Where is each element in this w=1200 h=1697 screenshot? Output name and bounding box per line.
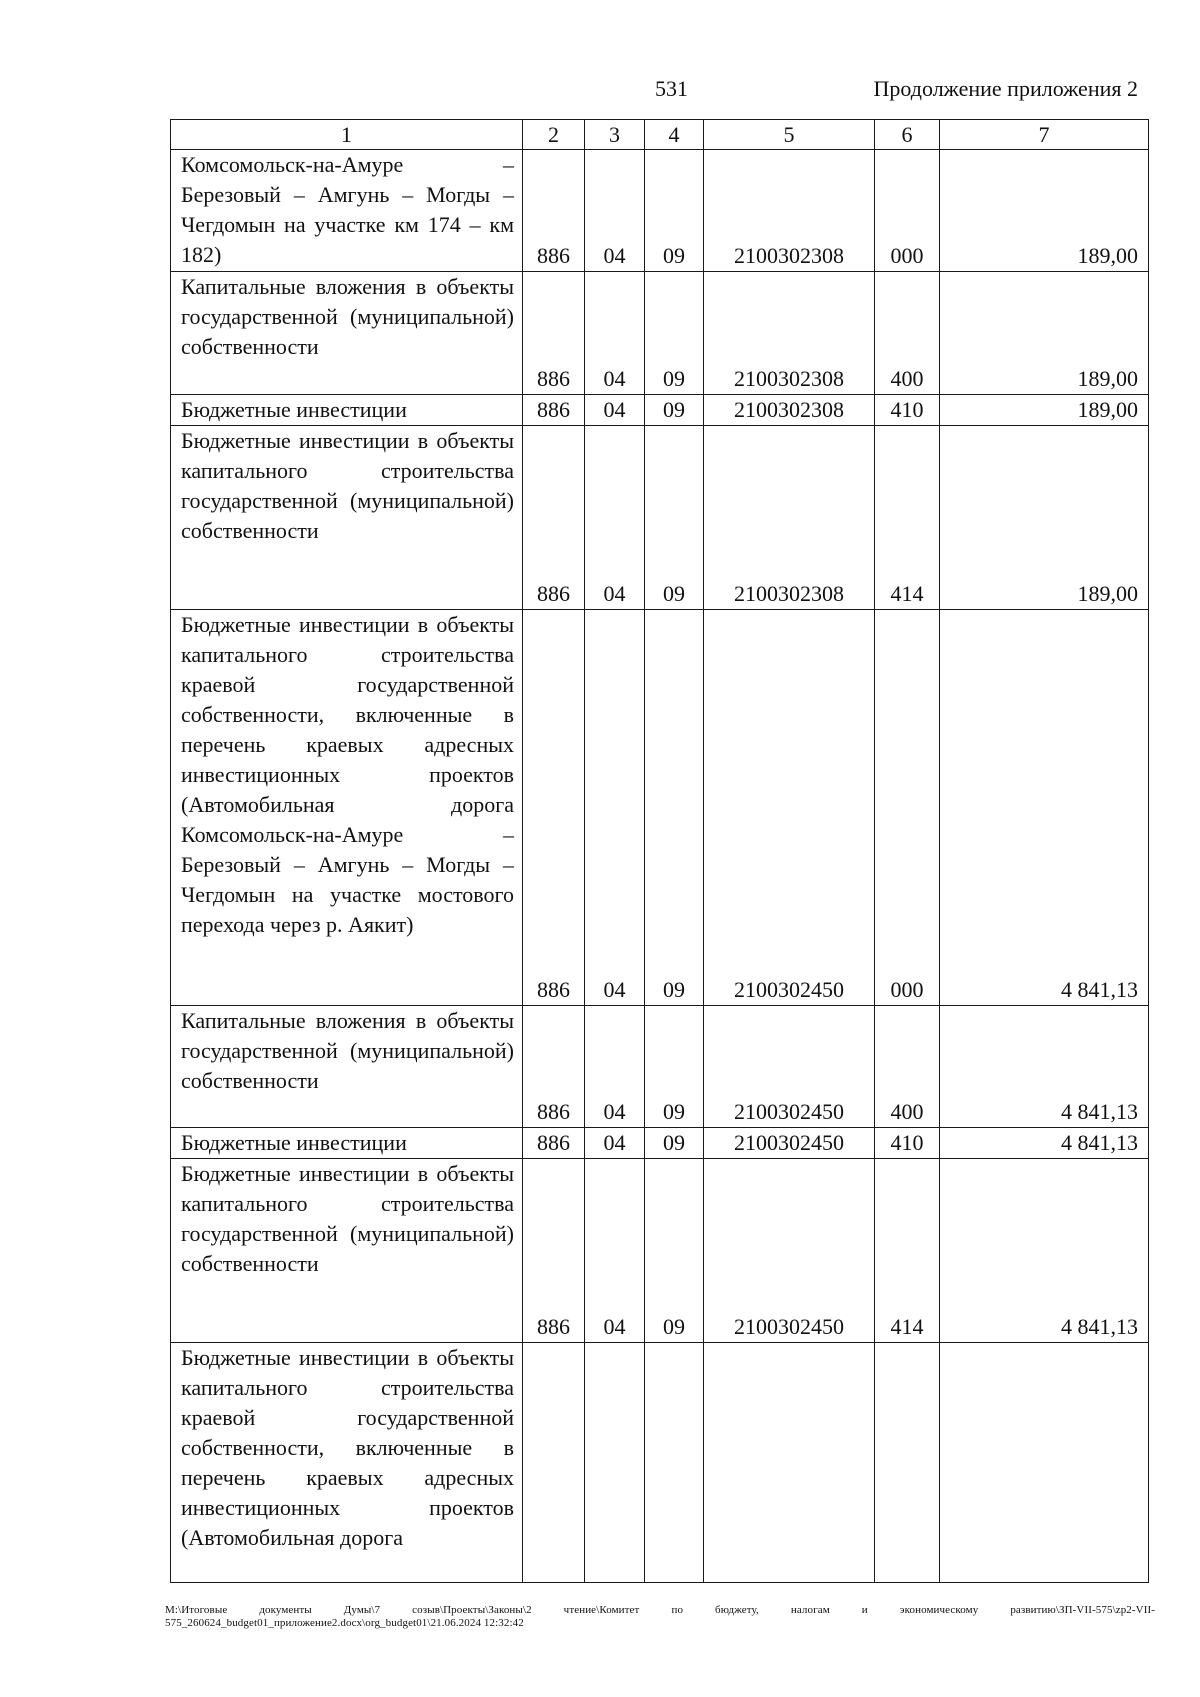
row-name: Капитальные вложения в объекты государственной (муниципальной) собственности (171, 1006, 523, 1128)
row-name: Бюджетные инвестиции (171, 1128, 523, 1159)
row-code-4: 09 (645, 1159, 704, 1343)
table-row (171, 426, 1149, 610)
table-row (171, 150, 1149, 272)
row-name: Бюджетные инвестиции (171, 395, 523, 426)
row-amount: 4 841,13 (940, 610, 1149, 1006)
row-code-3: 04 (585, 610, 645, 1006)
table-row (171, 1159, 1149, 1343)
row-code-3: 04 (585, 1159, 645, 1343)
row-code-3: 04 (585, 395, 645, 426)
row-code-3: 04 (585, 272, 645, 395)
row-name: Комсомольск-на-Амуре – Березовый – Амгунь – Могды – Чегдомын на участке км 174 – км 182) (171, 150, 523, 272)
row-code-4: 09 (645, 1006, 704, 1128)
row-amount (940, 1343, 1149, 1583)
row-code-5: 2100302308 (704, 426, 875, 610)
row-code-3 (585, 1343, 645, 1583)
row-code-2: 886 (523, 1159, 585, 1343)
continuation-note: Продолжение приложения 2 (873, 76, 1138, 101)
table-row (171, 1128, 1149, 1159)
document-file-path: M:\Итоговые документы Думы\7 созыв\Проекты\Законы\2 чтение\Комитет по бюджету, налогам и экономическому развитию\ЗП-VII-575\zp2-VII-575_260624_budget01_приложение2.docx\org_budget01\21.06.2024 12:32:42 (165, 1604, 1155, 1629)
row-code-2 (523, 1343, 585, 1583)
row-code-5: 2100302308 (704, 272, 875, 395)
row-code-3: 04 (585, 150, 645, 272)
column-header-4: 4 (645, 120, 704, 150)
row-name: Бюджетные инвестиции в объекты капитального строительства государственной (муниципальной) собственности (171, 1159, 523, 1343)
page-number: 531 (655, 76, 688, 101)
row-code-3: 04 (585, 1128, 645, 1159)
table-row (171, 272, 1149, 395)
row-code-5: 2100302308 (704, 150, 875, 272)
row-code-6: 000 (875, 610, 940, 1006)
table-row (171, 610, 1149, 1006)
row-code-2: 886 (523, 1128, 585, 1159)
row-code-5: 2100302450 (704, 610, 875, 1006)
row-code-3: 04 (585, 426, 645, 610)
row-amount: 189,00 (940, 150, 1149, 272)
row-code-2: 886 (523, 610, 585, 1006)
column-number-row (171, 120, 1149, 150)
row-code-2: 886 (523, 150, 585, 272)
row-name: Бюджетные инвестиции в объекты капитального строительства государственной (муниципальной) собственности (171, 426, 523, 610)
row-amount: 189,00 (940, 426, 1149, 610)
row-name: Бюджетные инвестиции в объекты капитального строительства краевой государственной собственности, включенные в перечень краевых адресных инвестиционных проектов (Автомобильная дорога (171, 1343, 523, 1583)
row-amount: 4 841,13 (940, 1159, 1149, 1343)
row-code-4: 09 (645, 395, 704, 426)
row-code-4: 09 (645, 426, 704, 610)
row-code-6: 400 (875, 272, 940, 395)
row-code-5: 2100302450 (704, 1159, 875, 1343)
row-code-4: 09 (645, 610, 704, 1006)
row-code-5: 2100302450 (704, 1006, 875, 1128)
column-header-1: 1 (171, 120, 523, 150)
row-code-5: 2100302450 (704, 1128, 875, 1159)
row-code-2: 886 (523, 272, 585, 395)
row-code-6: 410 (875, 1128, 940, 1159)
budget-table (170, 119, 1149, 1583)
row-code-5 (704, 1343, 875, 1583)
row-name: Капитальные вложения в объекты государственной (муниципальной) собственности (171, 272, 523, 395)
row-code-6: 414 (875, 1159, 940, 1343)
row-code-3: 04 (585, 1006, 645, 1128)
row-code-6: 400 (875, 1006, 940, 1128)
table-row (171, 1006, 1149, 1128)
row-code-5: 2100302308 (704, 395, 875, 426)
column-header-5: 5 (704, 120, 875, 150)
column-header-2: 2 (523, 120, 585, 150)
row-code-2: 886 (523, 395, 585, 426)
column-header-3: 3 (585, 120, 645, 150)
column-header-6: 6 (875, 120, 940, 150)
row-amount: 4 841,13 (940, 1006, 1149, 1128)
row-code-4: 09 (645, 272, 704, 395)
row-code-4 (645, 1343, 704, 1583)
row-code-2: 886 (523, 426, 585, 610)
row-code-4: 09 (645, 150, 704, 272)
row-name: Бюджетные инвестиции в объекты капитального строительства краевой государственной собственности, включенные в перечень краевых адресных инвестиционных проектов (Автомобильная дорога Комсомольск-на-Амуре – Березовый – Амгунь – Могды – Чегдомын на участке мостового перехода через р. Аякит) (171, 610, 523, 1006)
row-amount: 189,00 (940, 272, 1149, 395)
row-amount: 189,00 (940, 395, 1149, 426)
table-row (171, 1343, 1149, 1583)
row-code-6 (875, 1343, 940, 1583)
row-code-6: 000 (875, 150, 940, 272)
row-code-4: 09 (645, 1128, 704, 1159)
row-amount: 4 841,13 (940, 1128, 1149, 1159)
row-code-2: 886 (523, 1006, 585, 1128)
table-row (171, 395, 1149, 426)
column-header-7: 7 (940, 120, 1149, 150)
row-code-6: 414 (875, 426, 940, 610)
row-code-6: 410 (875, 395, 940, 426)
